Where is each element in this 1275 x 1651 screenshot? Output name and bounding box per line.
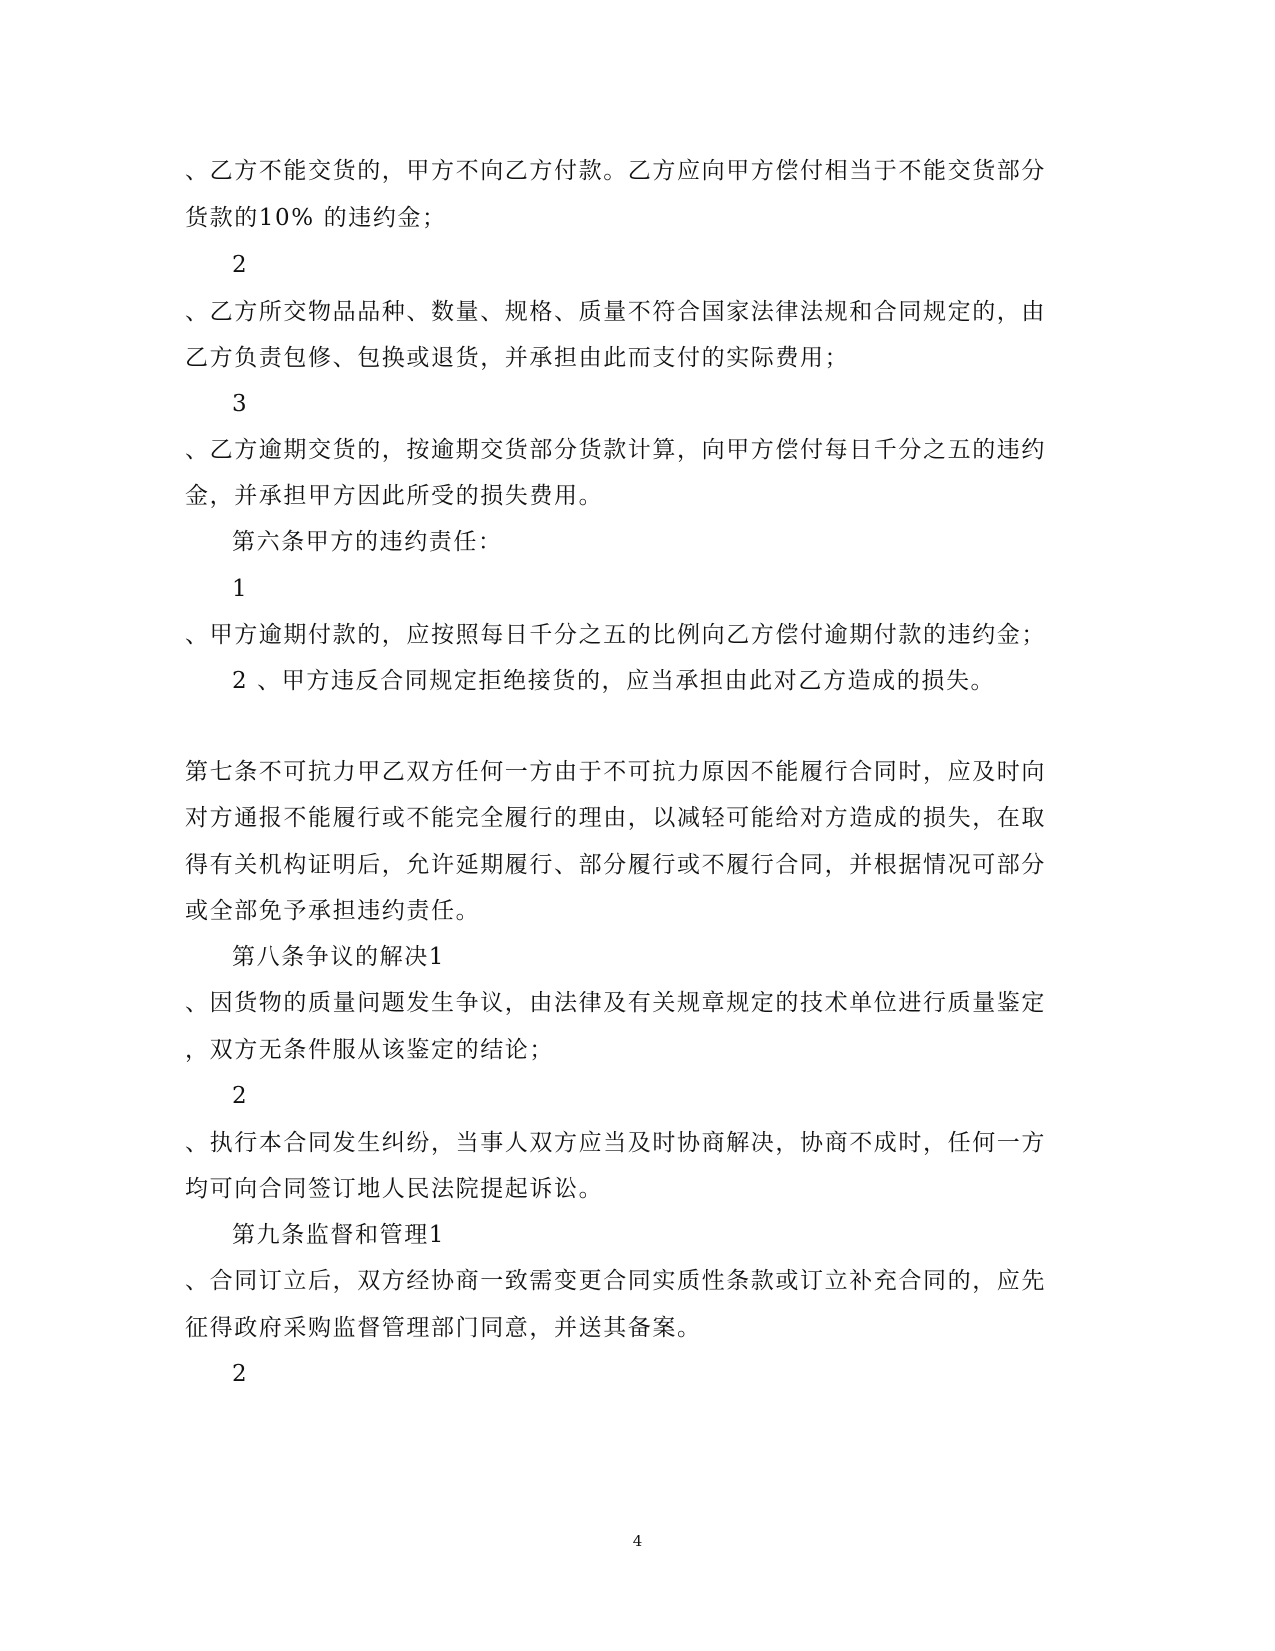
text-line: 、乙方所交物品品种、数量、规格、质量不符合国家法律法规和合同规定的，由 [185, 299, 1046, 325]
text-line: 均可向合同签订地人民法院提起诉讼。 [185, 1176, 604, 1202]
text-line: 货款的10% 的违约金； [185, 205, 447, 231]
text-line: 2 [232, 1083, 249, 1109]
text-line: 2 [232, 1361, 249, 1387]
section-heading: 第八条争议的解决1 [232, 944, 446, 970]
text-line: 或全部免予承担违约责任。 [185, 898, 481, 924]
text-line: 1 [232, 576, 249, 602]
section-heading: 第七条不可抗力甲乙双方任何一方由于不可抗力原因不能履行合同时，应及时向 [185, 759, 1046, 785]
text-line: 2 、甲方违反合同规定拒绝接货的，应当承担由此对乙方造成的损失。 [232, 668, 996, 694]
text-line: 、甲方逾期付款的，应按照每日千分之五的比例向乙方偿付逾期付款的违约金； [185, 622, 1046, 648]
text-line: 3 [232, 391, 249, 417]
text-line: 征得政府采购监督管理部门同意，并送其备案。 [185, 1315, 702, 1341]
text-line: 得有关机构证明后，允许延期履行、部分履行或不履行合同，并根据情况可部分 [185, 852, 1046, 878]
section-heading: 第六条甲方的违约责任： [232, 529, 503, 555]
text-line: ，双方无条件服从该鉴定的结论； [185, 1037, 554, 1063]
text-line: 金，并承担甲方因此所受的损失费用。 [185, 483, 604, 509]
text-line: 、执行本合同发生纠纷，当事人双方应当及时协商解决，协商不成时，任何一方 [185, 1130, 1046, 1156]
section-heading: 第九条监督和管理1 [232, 1222, 446, 1248]
text-line: 、合同订立后，双方经协商一致需变更合同实质性条款或订立补充合同的，应先 [185, 1268, 1046, 1294]
text-line: 乙方负责包修、包换或退货，并承担由此而支付的实际费用； [185, 345, 850, 371]
text-line: 对方通报不能履行或不能完全履行的理由，以减轻可能给对方造成的损失，在取 [185, 805, 1046, 831]
text-line: 、乙方不能交货的，甲方不向乙方付款。乙方应向甲方偿付相当于不能交货部分 [185, 158, 1046, 184]
text-line: 、因货物的质量问题发生争议，由法律及有关规章规定的技术单位进行质量鉴定 [185, 990, 1046, 1016]
page-number: 4 [632, 1532, 643, 1550]
text-line: 2 [232, 252, 249, 278]
text-line: 、乙方逾期交货的，按逾期交货部分货款计算，向甲方偿付每日千分之五的违约 [185, 437, 1046, 463]
